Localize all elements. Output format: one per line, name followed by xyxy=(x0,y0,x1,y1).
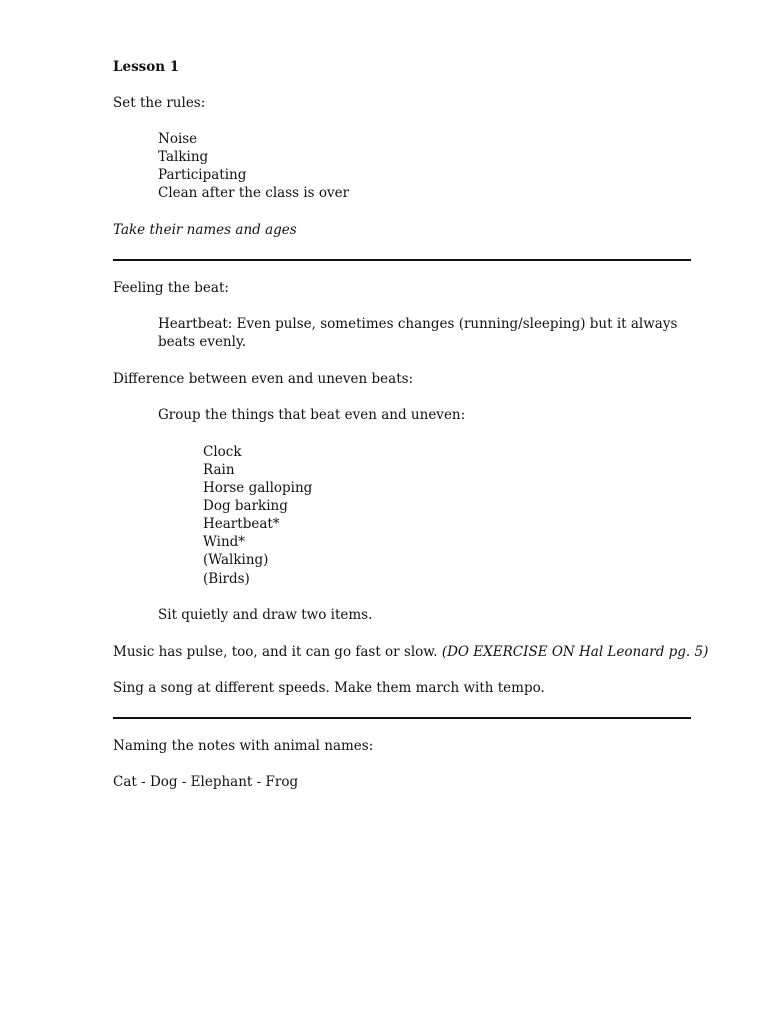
animal-names: Cat - Dog - Elephant - Frog xyxy=(113,774,299,790)
beat-item: Dog barking xyxy=(203,498,288,514)
notes-heading: Naming the notes with animal names: xyxy=(113,738,374,754)
group-instruction: Group the things that beat even and uneven: xyxy=(158,407,466,423)
beat-item: Wind* xyxy=(203,534,246,550)
rule-item: Clean after the class is over xyxy=(158,185,350,201)
beat-item: Clock xyxy=(203,444,242,460)
rule-item: Noise xyxy=(158,131,198,147)
names-note: Take their names and ages xyxy=(113,222,297,238)
rule-item: Talking xyxy=(158,149,209,165)
section-divider xyxy=(113,259,691,261)
exercise-note: (DO EXERCISE ON Hal Leonard pg. 5) xyxy=(441,644,709,660)
heartbeat-text: Heartbeat: Even pulse, sometimes changes (running/sleeping) but it always beats evenly. xyxy=(158,316,678,350)
song-text: Sing a song at different speeds. Make them march with tempo. xyxy=(113,680,545,696)
rule-item: Participating xyxy=(158,167,247,183)
difference-heading: Difference between even and uneven beats: xyxy=(113,371,414,387)
beat-item: (Walking) xyxy=(203,552,269,568)
lesson-title: Lesson 1 xyxy=(113,59,180,75)
beat-heading: Feeling the beat: xyxy=(113,280,229,296)
beat-item: Heartbeat* xyxy=(203,516,280,532)
draw-instruction: Sit quietly and draw two items. xyxy=(158,607,373,623)
beat-item: (Birds) xyxy=(203,571,250,587)
music-pulse-line xyxy=(113,643,708,661)
rules-heading: Set the rules: xyxy=(113,95,206,111)
beat-item: Horse galloping xyxy=(203,480,313,496)
section-divider xyxy=(113,717,691,719)
music-pulse-text: Music has pulse, too, and it can go fast or slow. xyxy=(113,644,438,660)
beat-item: Rain xyxy=(203,462,235,478)
